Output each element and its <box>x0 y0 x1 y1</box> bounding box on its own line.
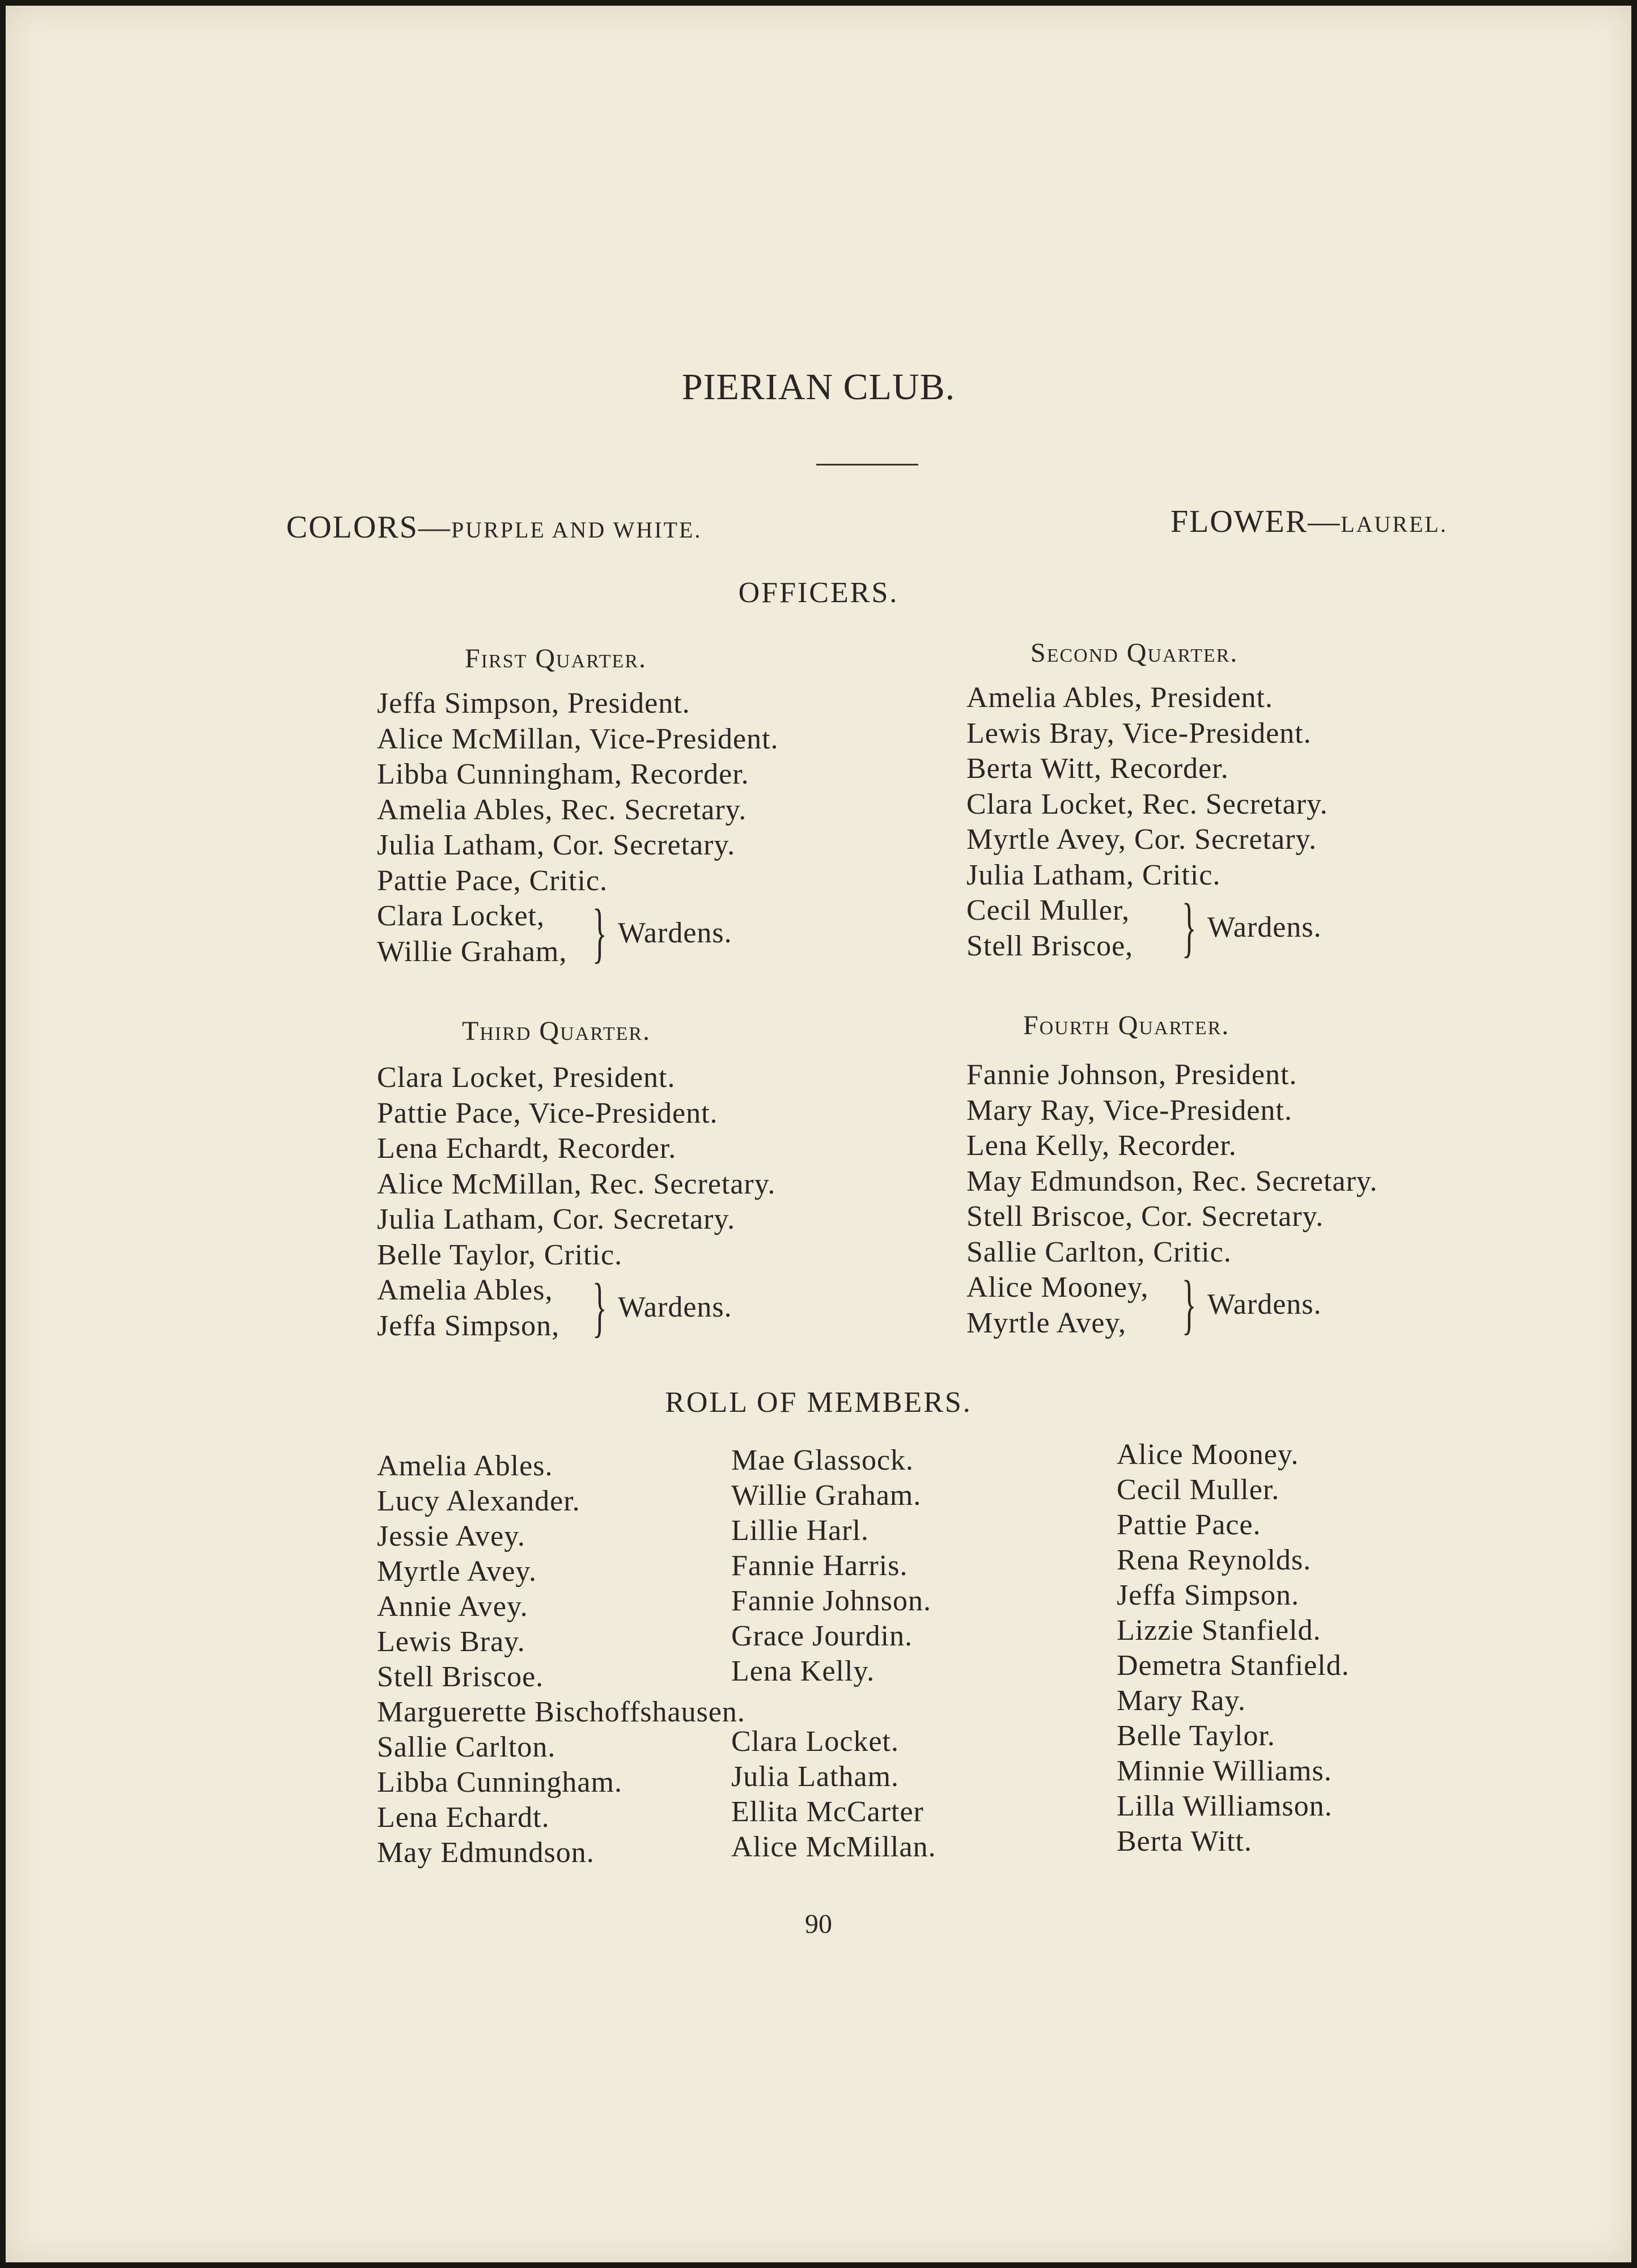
wardens-label: Wardens. <box>618 917 732 949</box>
brace-icon: } <box>592 1270 607 1344</box>
quarter-heading: Third Quarter. <box>462 1016 651 1046</box>
flower-value: LAUREL. <box>1341 511 1448 537</box>
member-name: Libba Cunningham. <box>377 1766 622 1799</box>
member-name: Berta Witt. <box>1117 1825 1253 1857</box>
member-name: Lizzie Stanfield. <box>1117 1614 1321 1647</box>
member-name: Ellita McCarter <box>731 1796 924 1828</box>
officer-line: Berta Witt, Recorder. <box>966 752 1229 785</box>
quarter-heading: Fourth Quarter. <box>1023 1010 1230 1040</box>
page-number: 90 <box>805 1909 832 1939</box>
brace-icon: } <box>1182 1267 1197 1341</box>
officer-line: Lewis Bray, Vice-President. <box>966 717 1312 750</box>
member-name: Minnie Williams. <box>1117 1755 1332 1787</box>
flower-label: FLOWER— <box>1171 504 1341 539</box>
officer-line: May Edmundson, Rec. Secretary. <box>966 1165 1378 1198</box>
member-name: Jeffa Simpson. <box>1117 1579 1300 1611</box>
member-name: Fannie Harris. <box>731 1550 908 1582</box>
member-name: Annie Avey. <box>377 1590 528 1623</box>
member-name: Belle Taylor. <box>1117 1720 1275 1752</box>
officer-line: Clara Locket, President. <box>377 1061 676 1094</box>
member-name: Mae Glassock. <box>731 1444 914 1476</box>
member-name: Myrtle Avey. <box>377 1555 537 1588</box>
member-name: Demetra Stanfield. <box>1117 1649 1350 1682</box>
colors-line <box>286 511 702 543</box>
warden-name: Stell Briscoe, <box>966 929 1134 962</box>
member-name: Jessie Avey. <box>377 1520 525 1552</box>
warden-name: Clara Locket, <box>377 900 545 932</box>
member-name: Sallie Carlton. <box>377 1731 556 1763</box>
member-name: Lena Echardt. <box>377 1801 550 1834</box>
member-name: Lewis Bray. <box>377 1626 525 1658</box>
roll-heading: ROLL OF MEMBERS. <box>665 1386 972 1419</box>
member-name: Lillie Harl. <box>731 1514 870 1547</box>
member-name: Lilla Williamson. <box>1117 1790 1333 1822</box>
member-name: Amelia Ables. <box>377 1450 553 1482</box>
member-name: Alice McMillan. <box>731 1831 936 1863</box>
officer-line: Mary Ray, Vice-President. <box>966 1094 1292 1127</box>
member-name: Lena Kelly. <box>731 1655 875 1687</box>
member-name: Pattie Pace. <box>1117 1509 1261 1541</box>
officer-line: Julia Latham, Cor. Secretary. <box>377 829 736 861</box>
officer-line: Libba Cunningham, Recorder. <box>377 758 749 790</box>
member-name: Willie Graham. <box>731 1479 922 1512</box>
member-name: Lucy Alexander. <box>377 1485 580 1517</box>
warden-name: Amelia Ables, <box>377 1274 553 1306</box>
page-title: PIERIAN CLUB. <box>681 366 956 408</box>
member-name: Mary Ray. <box>1117 1685 1246 1717</box>
member-name: Grace Jourdin. <box>731 1620 913 1652</box>
officers-heading: OFFICERS. <box>738 577 899 609</box>
member-name: Julia Latham. <box>731 1761 900 1793</box>
quarter-heading: First Quarter. <box>465 644 647 674</box>
wardens-label: Wardens. <box>618 1291 732 1323</box>
member-name: Marguerette Bischoffshausen. <box>377 1696 745 1728</box>
member-name: Cecil Muller. <box>1117 1474 1280 1506</box>
member-name: Fannie Johnson. <box>731 1585 931 1617</box>
officer-line: Alice McMillan, Rec. Secretary. <box>377 1167 776 1200</box>
officer-line: Alice McMillan, Vice-President. <box>377 722 779 755</box>
member-name: Rena Reynolds. <box>1117 1544 1312 1576</box>
officer-line: Julia Latham, Cor. Secretary. <box>377 1203 736 1235</box>
officer-line: Jeffa Simpson, President. <box>377 687 690 720</box>
member-name: May Edmundson. <box>377 1837 595 1869</box>
officer-line: Amelia Ables, Rec. Secretary. <box>377 793 747 826</box>
warden-name: Myrtle Avey, <box>966 1306 1127 1339</box>
officer-line: Myrtle Avey, Cor. Secretary. <box>966 823 1317 856</box>
brace-icon: } <box>592 895 607 970</box>
officer-line: Julia Latham, Critic. <box>966 858 1221 891</box>
quarter-heading: Second Quarter. <box>1030 638 1239 668</box>
colors-value: PURPLE AND WHITE. <box>451 517 702 543</box>
officer-line: Amelia Ables, President. <box>966 682 1274 714</box>
warden-name: Alice Mooney, <box>966 1271 1149 1304</box>
colors-label: COLORS— <box>286 510 451 545</box>
officer-line: Lena Kelly, Recorder. <box>966 1129 1237 1162</box>
officer-line: Pattie Pace, Vice-President. <box>377 1097 718 1129</box>
officer-line: Lena Echardt, Recorder. <box>377 1132 677 1165</box>
officer-line: Clara Locket, Rec. Secretary. <box>966 788 1328 820</box>
member-name: Stell Briscoe. <box>377 1661 544 1693</box>
officer-line: Sallie Carlton, Critic. <box>966 1235 1232 1268</box>
page <box>6 6 1631 2262</box>
wardens-label: Wardens. <box>1207 911 1322 943</box>
member-name: Clara Locket. <box>731 1725 899 1758</box>
brace-icon: } <box>1182 890 1197 964</box>
officer-line: Stell Briscoe, Cor. Secretary. <box>966 1200 1324 1233</box>
warden-name: Willie Graham, <box>377 935 567 968</box>
flower-line <box>1171 506 1448 538</box>
warden-name: Jeffa Simpson, <box>377 1309 560 1342</box>
officer-line: Pattie Pace, Critic. <box>377 864 608 897</box>
officer-line: Fannie Johnson, President. <box>966 1059 1297 1091</box>
title-rule <box>816 464 918 466</box>
member-name: Alice Mooney. <box>1117 1438 1299 1471</box>
warden-name: Cecil Muller, <box>966 894 1130 926</box>
wardens-label: Wardens. <box>1207 1288 1322 1321</box>
officer-line: Belle Taylor, Critic. <box>377 1238 623 1271</box>
